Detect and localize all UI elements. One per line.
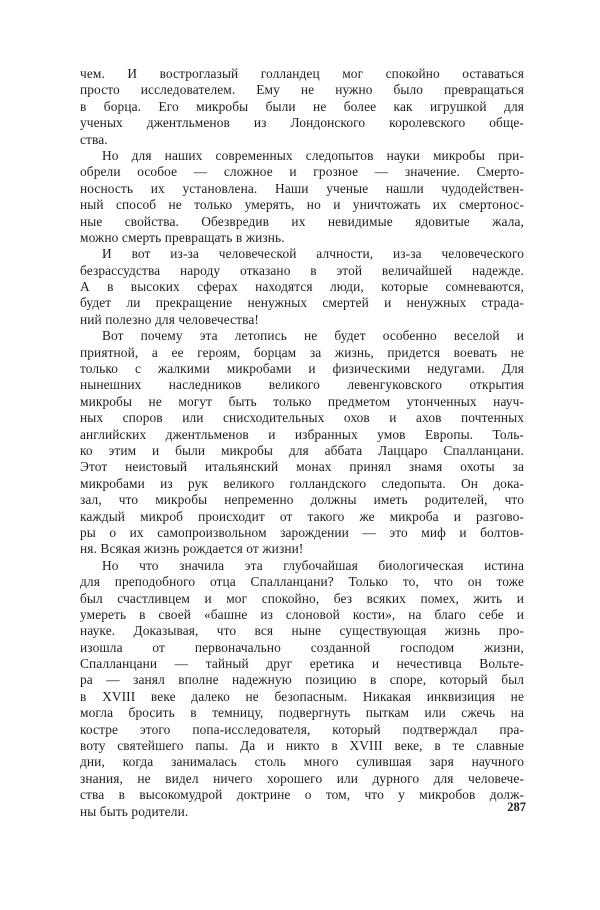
paragraph (80, 328, 524, 557)
text-line: ученых джентльменов из Лондонского королевского обще- (80, 115, 524, 131)
text-line: приятной, а ее героям, борцам за жизнь, придется воевать не (80, 344, 524, 360)
text-line: безрассудства народу отказано в этой величайшей надежде. (80, 262, 524, 278)
text-line: ня. Всякая жизнь рождается от жизни! (80, 541, 304, 557)
text-line: Но для наших современных следопытов науки микробы при- (102, 147, 524, 163)
text-line: Вот почему эта летопись не будет особенно веселой и (102, 328, 524, 344)
text-line: обрели особое — сложное и грозное — значение. Смерто- (80, 164, 524, 180)
text-line: дни, когда занималась столь много сулившая заря научного (80, 754, 524, 770)
text-line: Но что значила эта глубочайшая биологическая истина (102, 557, 524, 573)
paragraph (80, 148, 524, 246)
text-line: микробы не могут быть только предметом утонченных науч- (80, 393, 524, 409)
text-line: ний полезно для человечества! (80, 311, 259, 327)
text-line: носность их установлена. Наши ученые нашли чудодействен- (80, 180, 524, 196)
text-line: могла бросить в темницу, подвергнуть пыткам или сжечь на (80, 705, 524, 721)
text-line: в XVIII веке далеко не безопасным. Никакая инквизиция не (80, 688, 524, 704)
text-line: Этот неистовый итальянский монах принял знамя охоты за (80, 459, 524, 475)
page-number: 287 (507, 800, 526, 814)
text-line: изошла от первоначально созданной господом жизни, (80, 639, 524, 655)
text-line: был счастливцем и мог спокойно, без всяких помех, жить и (80, 590, 524, 606)
text-line: ны быть родители. (80, 803, 189, 819)
text-line: английских джентльменов и избранных умов Европы. Толь- (80, 426, 524, 442)
text-line: ный способ не только умерять, но и уничтожать их смертонос- (80, 197, 524, 213)
text-line: только с жалкими микробами и физическими недугами. Для (80, 361, 524, 377)
text-line: ко этим и были микробы для аббата Лаццаро Спалланцани. (80, 442, 524, 458)
text-line: нынешних наследников великого левенгуковского открытия (80, 377, 524, 393)
text-line: ные свойства. Обезвредив их невидимые ядовитые жала, (80, 213, 524, 229)
paragraph (80, 66, 524, 148)
text-line: знания, не видел ничего хорошего или дурного для человече- (80, 770, 524, 786)
text-line: умереть в своей «башне из слоновой кости», на благо себе и (80, 606, 524, 622)
text-line: ства. (80, 131, 108, 147)
paragraph (80, 246, 524, 328)
text-line: ра — занял вполне надежную позицию в споре, который был (80, 672, 524, 688)
text-line: воту святейшего папы. Да и никто в XVIII веке, в те славные (80, 738, 524, 754)
text-line: ры о их самопроизвольном зарождении — это миф и болтов- (80, 524, 524, 540)
text-line: чем. И востроглазый голландец мог спокойно оставаться (80, 66, 524, 81)
text-line: просто исследователем. Ему не нужно было превращаться (80, 82, 524, 98)
text-line: в борца. Его микробы были не более как игрушкой для (80, 98, 524, 114)
text-line: зал, что микробы непременно должны иметь родителей, что (80, 492, 524, 508)
text-line: ных споров или снисходительных охов и ахов почтенных (80, 410, 524, 426)
body-text (80, 66, 524, 820)
text-line: будет ли прекращение ненужных смертей и ненужных страда- (80, 295, 524, 311)
text-line: Спалланцани — тайный друг еретика и нечестивца Вольте- (80, 656, 524, 672)
text-line: А в высоких сферах находятся люди, которые сомневаются, (80, 279, 524, 295)
text-line: И вот из-за человеческой алчности, из-за человеческого (102, 246, 524, 262)
text-line: науке. Доказывая, что вся ныне существующая жизнь про- (80, 623, 524, 639)
text-line: каждый микроб происходит от такого же микроба и разгово- (80, 508, 524, 524)
text-line: микробами из рук великого голландского следопыта. Он дока- (80, 475, 524, 491)
paragraph (80, 558, 524, 820)
text-line: можно смерть превращать в жизнь. (80, 229, 285, 245)
text-line: ства в высокомудрой доктрине о том, что у микробов долж- (80, 787, 524, 803)
text-line: костре этого попа-исследователя, который подтверждал пра- (80, 721, 524, 737)
text-line: для преподобного отца Спалланцани? Только то, что он тоже (80, 574, 524, 590)
